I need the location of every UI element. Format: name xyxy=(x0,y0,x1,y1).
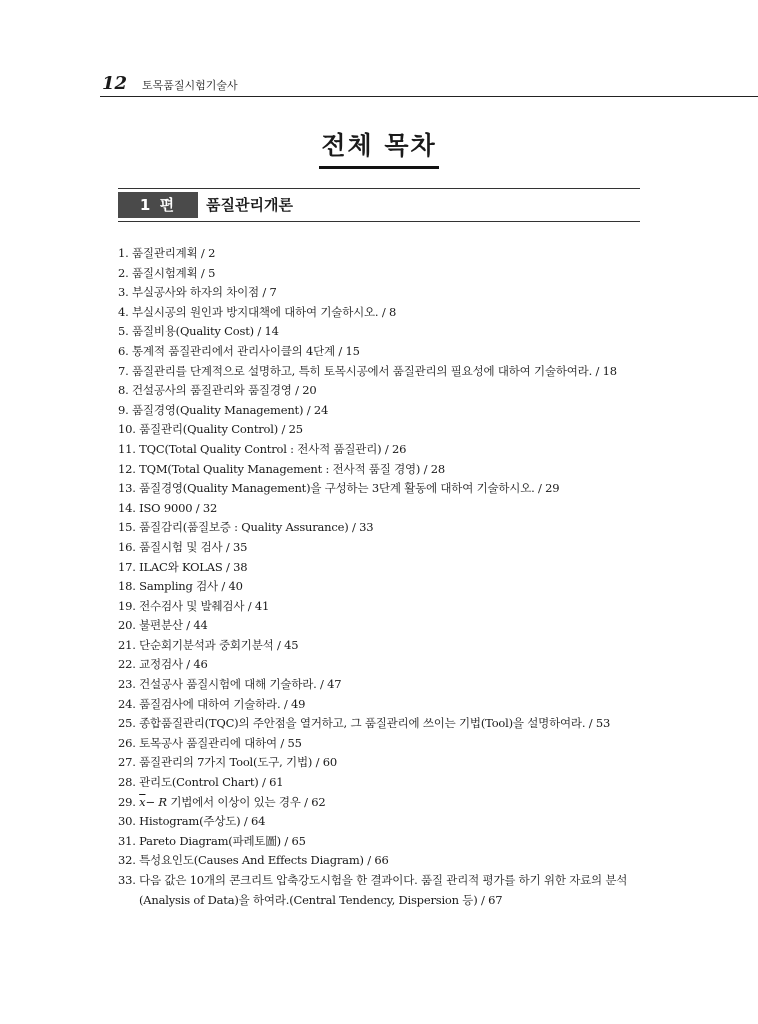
toc-item[interactable]: 13. 품질경영(Quality Management)을 구성하는 3단계 활동에 대하여 기술하시오. / 29 xyxy=(118,481,560,496)
toc-item[interactable]: 18. Sampling 검사 / 40 xyxy=(118,579,243,594)
toc-item[interactable]: 14. ISO 9000 / 32 xyxy=(118,500,218,515)
toc-item[interactable]: 23. 건설공사 품질시험에 대해 기술하라. / 47 xyxy=(118,677,342,692)
toc-title-container xyxy=(0,126,758,169)
toc-title: 전체 목차 xyxy=(319,126,438,169)
toc-item[interactable]: 30. Histogram(주상도) / 64 xyxy=(118,814,266,829)
toc-item[interactable]: 11. TQC(Total Quality Control : 전사적 품질관리) / 26 xyxy=(118,441,407,456)
part-name: 품질관리개론 xyxy=(206,196,293,214)
toc-item[interactable]: 19. 전수검사 및 발췌검사 / 41 xyxy=(118,598,270,613)
r-symbol: R xyxy=(158,794,167,809)
toc-item[interactable]: 20. 불편분산 / 44 xyxy=(118,618,208,633)
toc-item[interactable]: 16. 품질시험 및 검사 / 35 xyxy=(118,539,248,554)
toc-item[interactable]: 6. 통계적 품질관리에서 관리사이클의 4단계 / 15 xyxy=(118,343,360,358)
book-title: 토목품질시험기술사 xyxy=(142,79,238,92)
toc-item[interactable]: 4. 부실시공의 원인과 방지대책에 대하여 기술하시오. / 8 xyxy=(118,304,397,319)
toc-item[interactable]: 8. 건설공사의 품질관리와 품질경영 / 20 xyxy=(118,383,317,398)
toc-item[interactable]: 26. 토목공사 품질관리에 대하여 / 55 xyxy=(118,735,302,750)
toc-item-29-number: 29. xyxy=(118,794,136,809)
part-label: 1 편 xyxy=(118,192,198,218)
toc-item[interactable]: 3. 부실공사와 하자의 차이점 / 7 xyxy=(118,285,277,300)
toc-item[interactable]: 17. ILAC와 KOLAS / 38 xyxy=(118,559,248,574)
part-heading xyxy=(118,188,640,222)
toc-item[interactable]: 5. 품질비용(Quality Cost) / 14 xyxy=(118,324,279,339)
page-number: 12 xyxy=(102,73,128,94)
toc-item[interactable]: 31. Pareto Diagram(파레토圖) / 65 xyxy=(118,833,306,848)
toc-item-29[interactable] xyxy=(118,793,648,813)
toc-item-29-text: 기법에서 이상이 있는 경우 / 62 xyxy=(170,794,326,809)
toc-item[interactable]: 1. 품질관리계획 / 2 xyxy=(118,246,216,260)
dash-symbol: − xyxy=(145,794,155,809)
toc-item[interactable]: 10. 품질관리(Quality Control) / 25 xyxy=(118,422,303,437)
toc-item-33-line2: (Analysis of Data)을 하여라.(Central Tendency, Dispersion 등) / 67 xyxy=(139,892,503,907)
toc-item[interactable]: 9. 품질경영(Quality Management) / 24 xyxy=(118,402,329,417)
toc-list xyxy=(118,244,648,910)
toc-item[interactable]: 15. 품질감리(품질보증 : Quality Assurance) / 33 xyxy=(118,520,374,535)
toc-item[interactable]: 25. 종합품질관리(TQC)의 주안점을 열거하고, 그 품질관리에 쓰이는 기법(Tool)을 설명하여라. / 53 xyxy=(118,716,611,731)
toc-item[interactable]: 2. 품질시험계획 / 5 xyxy=(118,265,216,280)
toc-item-33-line1: 33. 다음 값은 10개의 콘크리트 압축강도시험을 한 결과이다. 품질 관리적 평가를 하기 위한 자료의 분석 xyxy=(118,873,628,887)
toc-item[interactable]: 21. 단순회기분석과 중회기분석 / 45 xyxy=(118,637,299,652)
toc-item[interactable]: 32. 특성요인도(Causes And Effects Diagram) / 66 xyxy=(118,853,389,868)
toc-item-33[interactable] xyxy=(118,871,648,910)
toc-item[interactable]: 22. 교정검사 / 46 xyxy=(118,657,208,672)
x-bar-symbol: $\overline{x}$ xyxy=(139,794,146,809)
toc-item[interactable]: 12. TQM(Total Quality Management : 전사적 품질 경영) / 28 xyxy=(118,461,446,476)
toc-item[interactable]: 24. 품질검사에 대하여 기술하라. / 49 xyxy=(118,696,306,711)
toc-item[interactable]: 28. 관리도(Control Chart) / 61 xyxy=(118,775,284,790)
toc-item[interactable]: 27. 품질관리의 7가지 Tool(도구, 기법) / 60 xyxy=(118,755,337,770)
toc-item[interactable]: 7. 품질관리를 단계적으로 설명하고, 특히 토목시공에서 품질관리의 필요성에 대하여 기술하여라. / 18 xyxy=(118,363,617,378)
page-header xyxy=(100,74,758,97)
